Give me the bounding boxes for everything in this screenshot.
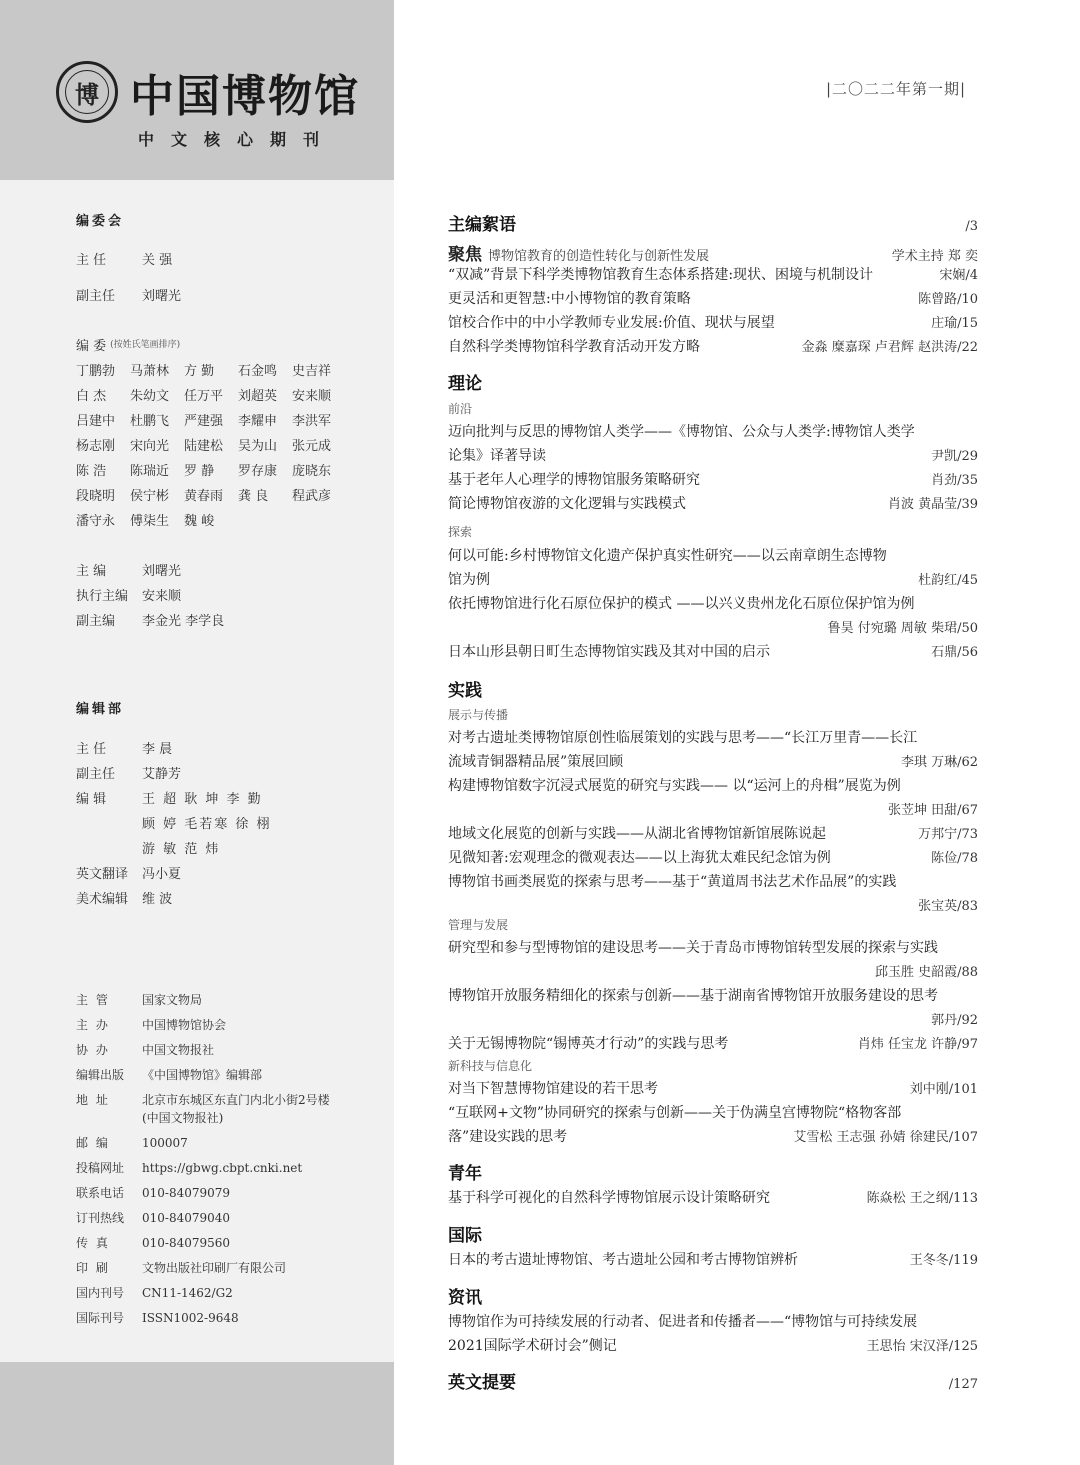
toc-entry[interactable] <box>448 1078 978 1098</box>
info-label: 传 真 <box>76 1236 110 1250</box>
toc-sub-explore-text: 探索 <box>448 525 473 539</box>
footer-band <box>0 1362 394 1465</box>
info-value: 010-84079560 <box>142 1236 231 1250</box>
members-label-row <box>76 335 180 354</box>
member-name: 方 勤 <box>184 364 215 379</box>
toc-entry[interactable] <box>448 985 978 1005</box>
member-name: 安来顺 <box>292 389 332 404</box>
info-label: 联系电话 <box>76 1186 125 1200</box>
member-row <box>76 410 346 429</box>
toc-entry-cont <box>448 895 978 914</box>
info-row <box>76 1184 230 1202</box>
toc-entry-cont <box>448 1126 978 1146</box>
member-name: 张元成 <box>292 439 332 454</box>
editors-names-1: 王 超 耿 坤 李 勤 <box>142 792 263 807</box>
info-label: 主 办 <box>76 1018 110 1032</box>
toc-entry[interactable] <box>448 1187 978 1207</box>
toc-entry-author: 杜韵红/45 <box>918 573 978 588</box>
editors-names-2: 顾 婷 毛若寒 徐 栩 <box>142 817 272 832</box>
seal-character: 博 <box>65 70 109 114</box>
toc-entry-cont <box>448 751 978 771</box>
toc-entry-title: 对考古遗址类博物馆原创性临展策划的实践与思考——“长江万里青——长江 <box>448 730 918 746</box>
deputy-editor-row <box>76 610 224 629</box>
toc-entry-cont <box>448 569 978 589</box>
toc-entry[interactable] <box>448 312 978 332</box>
member-name: 杨志刚 <box>76 439 116 454</box>
toc-sub-manage-text: 管理与发展 <box>448 918 509 932</box>
toc-entry-author: 艾雪松 王志强 孙婧 徐建民/107 <box>793 1130 978 1145</box>
member-name: 龚 良 <box>238 489 269 504</box>
toc-entry[interactable] <box>448 1102 978 1122</box>
translator-row <box>76 863 181 882</box>
dept-director-name: 李 晨 <box>142 742 173 757</box>
toc-entry-author: 陈焱松 王之纲/113 <box>866 1191 978 1206</box>
toc-entry-author: 郭丹/92 <box>931 1013 978 1028</box>
member-name: 任万平 <box>184 389 224 404</box>
info-label: 国内刊号 <box>76 1286 125 1300</box>
director-label: 主 任 <box>76 253 107 268</box>
toc-entry-author: 李琪 万琳/62 <box>900 755 978 770</box>
member-name: 段晓明 <box>76 489 116 504</box>
toc-entry[interactable] <box>448 937 978 957</box>
toc-entry[interactable] <box>448 847 978 867</box>
vice-director-name: 刘曙光 <box>142 289 182 304</box>
chief-editor-label: 主 编 <box>76 564 107 579</box>
dept-vice-label: 副主任 <box>76 767 116 782</box>
toc-entry[interactable] <box>448 871 978 891</box>
member-name: 侯宁彬 <box>130 489 170 504</box>
toc-entry[interactable] <box>448 288 978 308</box>
focus-label: 聚焦 <box>448 245 482 265</box>
member-name: 傅柒生 <box>130 514 170 529</box>
toc-entry-cont <box>448 617 978 636</box>
dept-director-label: 主 任 <box>76 742 107 757</box>
toc-entry-cont <box>448 799 978 818</box>
info-value: https://gbwg.cbpt.cnki.net <box>142 1161 303 1175</box>
member-row <box>76 360 346 379</box>
member-row <box>76 460 346 479</box>
toc-entry-title: 博物馆作为可持续发展的行动者、促进者和传播者——“博物馆与可持续发展 <box>448 1314 918 1330</box>
director-row <box>76 249 172 268</box>
editorial-board-heading: 编委会 <box>76 214 125 229</box>
member-name: 李耀申 <box>238 414 278 429</box>
member-name: 丁鹏勃 <box>76 364 116 379</box>
member-name: 庞晓东 <box>292 464 332 479</box>
toc-section-theory-text: 理论 <box>448 374 482 394</box>
toc-section-news <box>448 1283 978 1308</box>
editors-label: 编 辑 <box>76 792 107 807</box>
journal-subtitle: 中文核心期刊 <box>138 130 337 149</box>
toc-entry-author: 邱玉胜 史韶霞/88 <box>874 965 978 980</box>
toc-entry-title: 构建博物馆数字沉浸式展览的研究与实践—— 以“运河上的舟楫”展览为例 <box>448 778 901 794</box>
member-name: 史吉祥 <box>292 364 332 379</box>
toc-entry-title: 关于无锡博物院“锡博英才行动”的实践与思考 <box>448 1036 729 1052</box>
exec-editor-name: 安来顺 <box>142 589 182 604</box>
info-row <box>76 1134 188 1152</box>
toc-entry-title: 见微知著:宏观理念的微观表达——以上海犹太难民纪念馆为例 <box>448 850 831 866</box>
toc-entry-author: 刘中刚/101 <box>909 1082 978 1097</box>
chief-editor-name: 刘曙光 <box>142 564 182 579</box>
toc-section-practice <box>448 676 978 701</box>
toc-entry[interactable] <box>448 493 978 513</box>
dept-vice-row <box>76 763 181 782</box>
info-label: 协 办 <box>76 1043 110 1057</box>
info-value <box>142 1091 330 1127</box>
toc-entry-author: 王思怡 宋汉泽/125 <box>866 1339 978 1354</box>
toc-entry-author: 王冬冬/119 <box>909 1253 978 1268</box>
info-row <box>76 1209 230 1227</box>
art-editor-row <box>76 888 172 907</box>
toc-entry[interactable] <box>448 593 978 613</box>
info-row <box>76 1284 233 1302</box>
toc-entry-title-cont: 论集》译著导读 <box>448 448 546 464</box>
exec-editor-label: 执行主编 <box>76 589 129 604</box>
toc-section-youth <box>448 1159 978 1184</box>
toc-entry-author: 肖波 黄晶莹/39 <box>887 497 978 512</box>
toc-entry-title-cont: 流域青铜器精品展”策展回顾 <box>448 754 624 770</box>
toc-entry-author: 陈俭/78 <box>931 851 978 866</box>
toc-entry-title-cont: 2021国际学术研讨会”侧记 <box>448 1338 617 1354</box>
members-note: (按姓氏笔画排序) <box>110 340 181 350</box>
member-name: 吴为山 <box>238 439 278 454</box>
info-label: 主 管 <box>76 993 110 1007</box>
deputy-editor-names: 李金光 李学良 <box>142 614 225 629</box>
toc-entry-title: 对当下智慧博物馆建设的若干思考 <box>448 1081 658 1097</box>
vice-director-row <box>76 285 181 304</box>
toc-entry-author: 尹凯/29 <box>931 449 978 464</box>
member-row <box>76 435 346 454</box>
journal-title: 中国博物馆 <box>130 71 360 122</box>
toc-entry-cont <box>448 1335 978 1355</box>
translator-name: 冯小夏 <box>142 867 182 882</box>
member-name: 魏 峻 <box>184 514 215 529</box>
deputy-editor-label: 副主编 <box>76 614 116 629</box>
member-name: 程武彦 <box>292 489 332 504</box>
toc-sub-explore <box>448 523 978 540</box>
toc-section-news-text: 资讯 <box>448 1288 482 1308</box>
info-label: 投稿网址 <box>76 1161 125 1175</box>
issue-number: |二〇二二年第一期| <box>826 80 967 98</box>
member-name: 罗 静 <box>184 464 215 479</box>
toc-entry[interactable] <box>448 823 978 843</box>
dept-vice-name: 艾静芳 <box>142 767 182 782</box>
toc-entry-title: 简论博物馆夜游的文化逻辑与实践模式 <box>448 496 686 512</box>
member-name: 陈 浩 <box>76 464 107 479</box>
toc-entry[interactable] <box>448 775 978 795</box>
toc-entry-author: 张宝英/83 <box>918 899 978 914</box>
info-row <box>76 1159 302 1177</box>
toc-entry-title: 日本山形县朝日町生态博物馆实践及其对中国的启示 <box>448 644 770 660</box>
toc-section-intl <box>448 1221 978 1246</box>
toc-entry-title: 迈向批判与反思的博物馆人类学——《博物馆、公众与人类学:博物馆人类学 <box>448 424 915 440</box>
editors-row <box>76 788 263 807</box>
info-row <box>76 1066 262 1084</box>
toc-sub-frontier-text: 前沿 <box>448 402 473 416</box>
art-editor-name: 维 波 <box>142 892 173 907</box>
info-row <box>76 1259 286 1277</box>
toc-entry[interactable] <box>448 1249 978 1269</box>
toc-entry-title: 更灵活和更智慧:中小博物馆的教育策略 <box>448 291 691 307</box>
dept-director-row <box>76 738 172 757</box>
director-name: 关 强 <box>142 253 173 268</box>
toc-section-title: 主编絮语 <box>448 215 516 235</box>
info-value: ISSN1002-9648 <box>142 1311 239 1325</box>
toc-entry-title: 博物馆书画类展览的探索与思考——基于“黄道周书法艺术作品展”的实践 <box>448 874 897 890</box>
member-row <box>76 385 346 404</box>
toc-focus <box>448 240 978 265</box>
toc-entry-title: 地域文化展览的创新与实践——从湖北省博物馆新馆展陈说起 <box>448 826 826 842</box>
dept-heading: 编辑部 <box>76 702 125 717</box>
toc-section-youth-text: 青年 <box>448 1164 482 1184</box>
info-value: 中国博物馆协会 <box>142 1018 227 1032</box>
info-value: 010-84079079 <box>142 1186 231 1200</box>
info-row <box>76 1016 226 1034</box>
toc-entry-title-cont: 落”建设实践的思考 <box>448 1129 568 1145</box>
member-name: 宋向光 <box>130 439 170 454</box>
toc-entry-author: 万邦宁/73 <box>918 827 978 842</box>
toc-entry-title: 基于科学可视化的自然科学博物馆展示设计策略研究 <box>448 1190 770 1206</box>
info-label: 编辑出版 <box>76 1068 125 1082</box>
info-value: 《中国博物馆》编辑部 <box>142 1068 263 1082</box>
toc-entry-author: 肖劲/35 <box>931 473 978 488</box>
art-editor-label: 美术编辑 <box>76 892 129 907</box>
toc-entry[interactable] <box>448 727 978 747</box>
english-abstract-title: 英文提要 <box>448 1373 516 1393</box>
toc-entry[interactable] <box>448 1311 978 1331</box>
toc-entry-title: “互联网+文物”协同研究的探索与创新——关于伪满皇宫博物院“格物客部 <box>448 1105 902 1121</box>
info-label: 订刊热线 <box>76 1211 125 1225</box>
toc-entry-author: 鲁昊 付宛璐 周敏 柴珺/50 <box>827 621 978 636</box>
member-name: 石金鸣 <box>238 364 278 379</box>
toc-entry-title: 自然科学类博物馆科学教育活动开发方略 <box>448 339 700 355</box>
member-name: 吕建中 <box>76 414 116 429</box>
info-label: 国际刊号 <box>76 1311 125 1325</box>
toc-section-theory <box>448 369 978 394</box>
member-row <box>76 510 238 529</box>
toc-entry[interactable] <box>448 421 978 441</box>
toc-entry-title: 研究型和参与型博物馆的建设思考——关于青岛市博物馆转型发展的探索与实践 <box>448 940 938 956</box>
member-name: 朱幼文 <box>130 389 170 404</box>
toc-entry-title: “双减”背景下科学类博物馆教育生态体系搭建:现状、困境与机制设计 <box>448 267 874 283</box>
info-row <box>76 1234 230 1252</box>
info-value: 100007 <box>142 1136 188 1150</box>
toc-entry-author: 宋娴/4 <box>939 268 978 283</box>
toc-entry-title: 博物馆开放服务精细化的探索与创新——基于湖南省博物馆开放服务建设的思考 <box>448 988 938 1004</box>
exec-editor-row <box>76 585 181 604</box>
museum-seal-icon <box>56 61 118 123</box>
toc-entry[interactable] <box>448 469 978 489</box>
member-name: 杜鹏飞 <box>130 414 170 429</box>
toc-section-intl-text: 国际 <box>448 1226 482 1246</box>
toc-entry[interactable] <box>448 641 978 661</box>
journal-logo <box>56 60 360 124</box>
member-name: 白 杰 <box>76 389 107 404</box>
toc-entry-author: 金淼 糜嘉琛 卢君辉 赵洪涛/22 <box>801 340 978 355</box>
info-row <box>76 1041 214 1059</box>
toc-entry-title-cont: 馆为例 <box>448 572 490 588</box>
focus-host: 学术主持 郑 奕 <box>891 249 978 264</box>
toc-entry-author: 庄瑜/15 <box>931 316 978 331</box>
toc-entry-author: 张苙坤 田甜/67 <box>887 803 978 818</box>
member-name: 黄春雨 <box>184 489 224 504</box>
info-label: 地 址 <box>76 1093 110 1107</box>
toc-entry-title: 基于老年人心理学的博物馆服务策略研究 <box>448 472 700 488</box>
editors-names-3: 游 敏 范 炜 <box>142 842 221 857</box>
toc-entry[interactable] <box>448 1033 978 1053</box>
info-value-line: 北京市东城区东直门内北小街2号楼 <box>142 1093 330 1107</box>
info-row <box>76 1091 330 1127</box>
toc-entry-author: 肖炜 任宝龙 许静/97 <box>857 1037 978 1052</box>
info-value: 中国文物报社 <box>142 1043 215 1057</box>
member-name: 罗存康 <box>238 464 278 479</box>
toc-sub-tech-text: 新科技与信息化 <box>448 1059 533 1073</box>
info-label: 印 刷 <box>76 1261 110 1275</box>
toc-entry-author: 石鼎/56 <box>931 645 978 660</box>
toc-entry[interactable] <box>448 264 978 284</box>
member-name: 陈瑞近 <box>130 464 170 479</box>
member-name: 李洪军 <box>292 414 332 429</box>
toc-entry-cont <box>448 445 978 465</box>
toc-page: /3 <box>965 219 978 234</box>
info-value: 文物出版社印刷厂有限公司 <box>142 1261 287 1275</box>
member-row <box>76 485 346 504</box>
member-name: 严建强 <box>184 414 224 429</box>
vice-director-label: 副主任 <box>76 289 116 304</box>
toc-sub-exhibit-text: 展示与传播 <box>448 708 509 722</box>
toc-entry-title: 依托博物馆进行化石原位保护的模式 ——以兴义贵州龙化石原位保护馆为例 <box>448 596 915 612</box>
toc-sub-frontier <box>448 400 978 417</box>
focus-desc: 博物馆教育的创造性转化与创新性发展 <box>488 249 710 264</box>
chief-editor-row <box>76 560 181 579</box>
member-name: 潘守永 <box>76 514 116 529</box>
info-value-line: (中国文物报社) <box>142 1111 224 1125</box>
info-value: 010-84079040 <box>142 1211 231 1225</box>
editors-row-3 <box>76 838 220 857</box>
toc-entry-cont <box>448 961 978 980</box>
member-name: 刘超英 <box>238 389 278 404</box>
info-label: 邮 编 <box>76 1136 110 1150</box>
editors-row-2 <box>76 813 272 832</box>
toc-editor-words <box>448 210 978 235</box>
member-name: 马萧林 <box>130 364 170 379</box>
toc-entry[interactable] <box>448 336 978 356</box>
toc-entry[interactable] <box>448 545 978 565</box>
toc-english-abstract <box>448 1368 978 1393</box>
info-row <box>76 991 202 1009</box>
member-name: 陆建松 <box>184 439 224 454</box>
toc-sub-exhibit <box>448 706 978 723</box>
english-abstract-page: /127 <box>948 1377 978 1392</box>
toc-entry-author: 陈曾路/10 <box>918 292 978 307</box>
info-row <box>76 1309 239 1327</box>
toc-entry-title: 馆校合作中的中小学教师专业发展:价值、现状与展望 <box>448 315 775 331</box>
members-label: 编 委 <box>76 339 107 354</box>
toc-sub-manage <box>448 916 978 933</box>
toc-entry-title: 日本的考古遗址博物馆、考古遗址公园和考古博物馆辨析 <box>448 1252 798 1268</box>
toc-entry-cont <box>448 1009 978 1028</box>
info-value: CN11-1462/G2 <box>142 1286 233 1300</box>
toc-section-practice-text: 实践 <box>448 681 482 701</box>
info-value: 国家文物局 <box>142 993 203 1007</box>
translator-label: 英文翻译 <box>76 867 129 882</box>
toc-entry-title: 何以可能:乡村博物馆文化遗产保护真实性研究——以云南章朗生态博物 <box>448 548 887 564</box>
toc-sub-tech <box>448 1057 978 1074</box>
